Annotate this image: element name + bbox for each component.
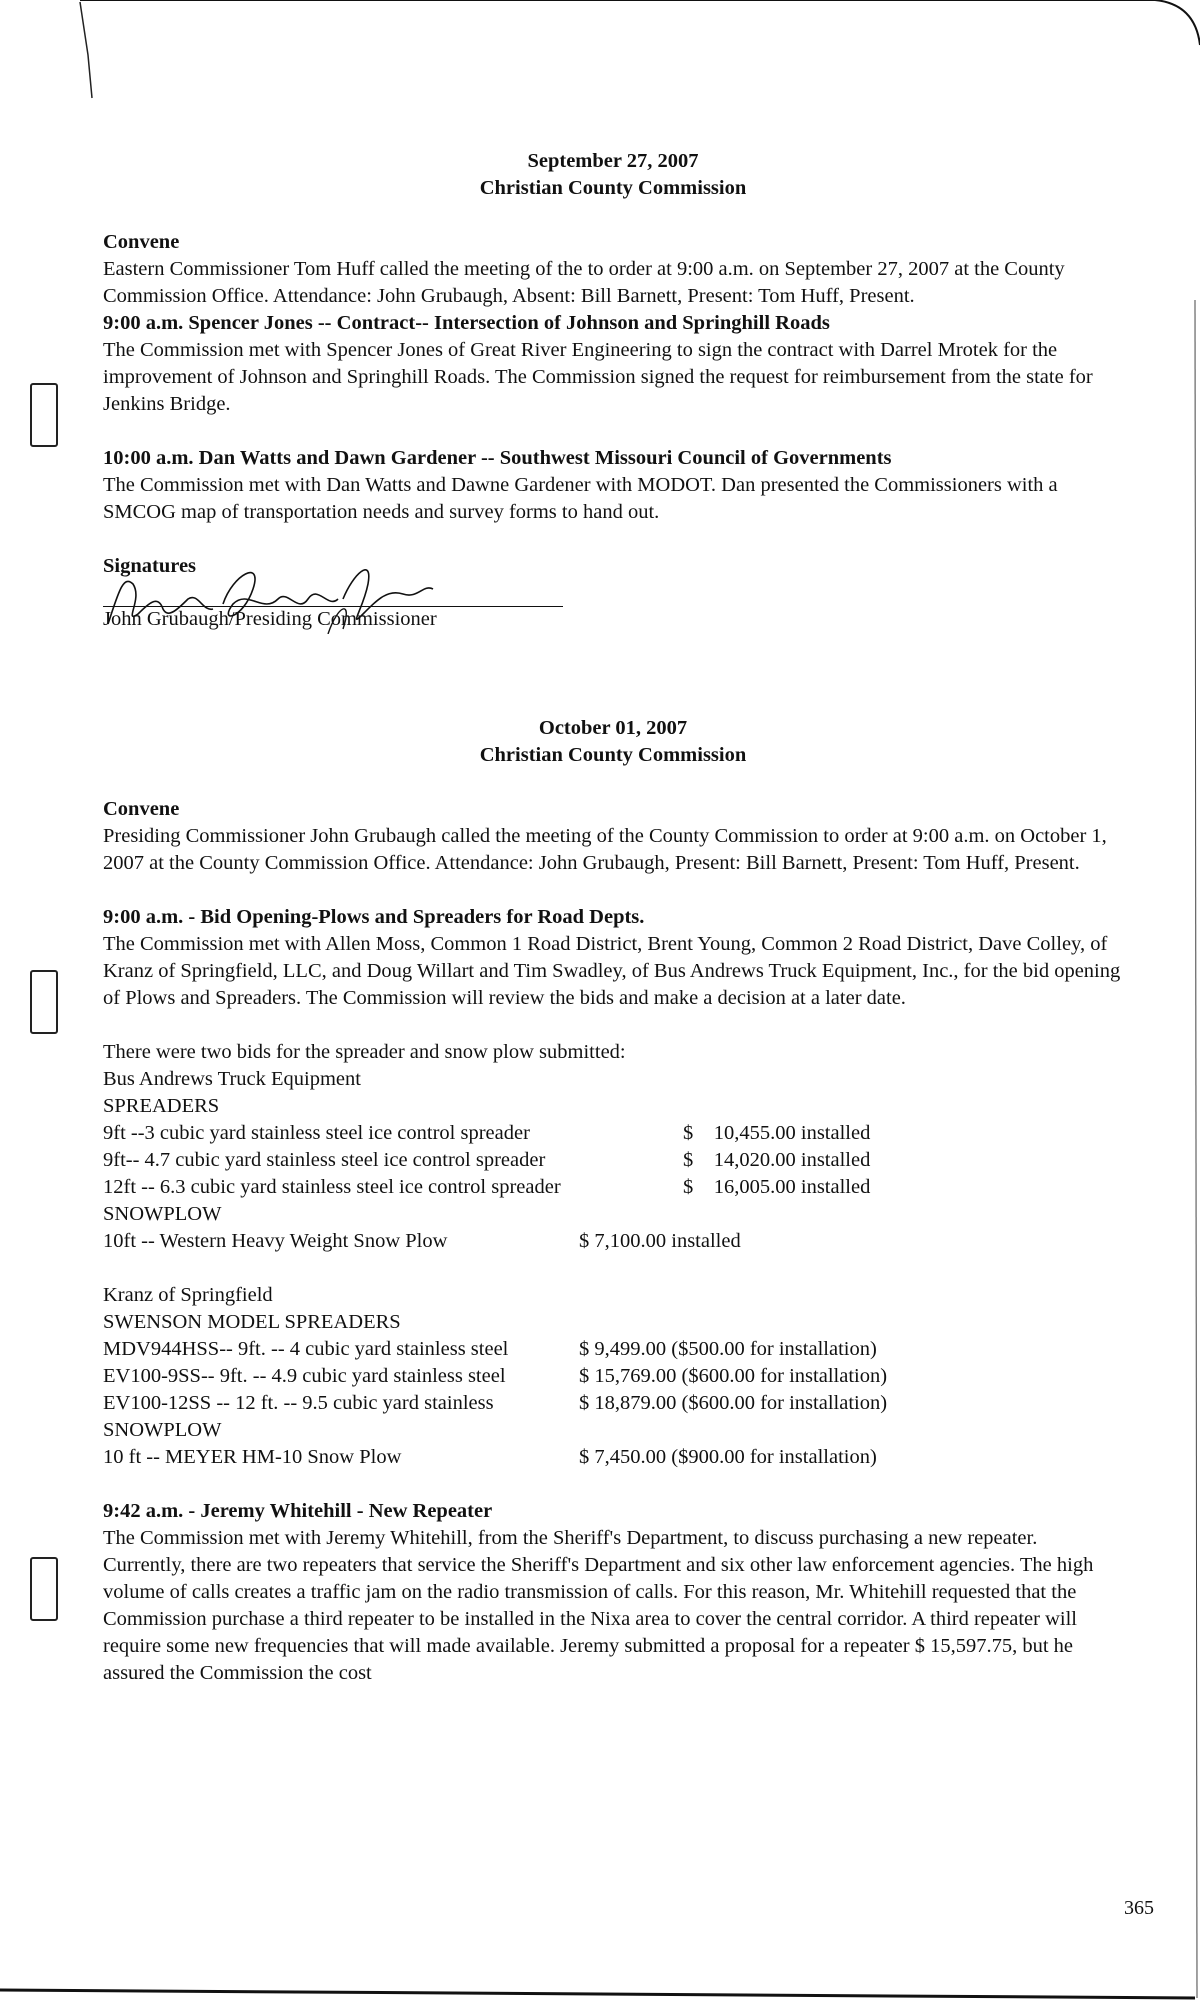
bid-section-heading: SNOWPLOW	[103, 1419, 222, 1441]
vendor-name: Bus Andrews Truck Equipment	[103, 1068, 361, 1090]
bid-line	[103, 1363, 1123, 1390]
meeting-oct-01	[103, 715, 1123, 1687]
convene-text: Presiding Commissioner John Grubaugh called the meeting of the County Commission to order at 9:00 a.m. on October 1, 2007 at the County Commission Office. Attendance: John Grubaugh, Present: Bill Barnett, Present: Tom Huff, Present.	[103, 825, 1107, 874]
bid-line	[103, 1174, 1123, 1201]
bid-item-desc: 10 ft -- MEYER HM-10 Snow Plow	[103, 1446, 402, 1468]
bid-item-desc: EV100-12SS -- 12 ft. -- 9.5 cubic yard stainless	[103, 1392, 494, 1414]
meeting-body-name: Christian County Commission	[479, 744, 747, 766]
bid-vendor-kranz	[103, 1282, 1123, 1471]
bid-item-price: $ 16,005.00 installed	[683, 1176, 871, 1198]
bid-section-heading: SWENSON MODEL SPREADERS	[103, 1311, 401, 1333]
bid-item-desc: 9ft --3 cubic yard stainless steel ice control spreader	[103, 1122, 530, 1144]
bid-line	[103, 1444, 1123, 1471]
bid-item-price: $ 7,450.00 ($900.00 for installation)	[579, 1446, 877, 1468]
agenda-item-text: The Commission met with Dan Watts and Dawne Gardener with MODOT. Dan presented the Commissioners with a SMCOG map of transportation needs and survey forms to hand out.	[103, 474, 1058, 523]
convene-heading: Convene	[103, 231, 180, 253]
bid-item-price: $ 14,020.00 installed	[683, 1149, 871, 1171]
bid-line	[103, 1120, 1123, 1147]
meeting-sep-27	[103, 148, 1123, 634]
agenda-item-text: The Commission met with Jeremy Whitehill, from the Sheriff's Department, to discuss purchasing a new repeater. Currently, there are two repeaters that service the Sheriff's Department and six other law enforcement agencies. The high volume of calls creates a traffic jam on the radio transmission of calls. For this reason, Mr. Whitehill requested that the Commission purchase a third repeater to be installed in the Nixa area to cover the central corridor. A third repeater will require some new frequencies that will made available. Jeremy submitted a proposal for a repeater $ 15,597.75, but he assured the Commission the cost	[103, 1527, 1094, 1684]
bids-intro: There were two bids for the spreader and snow plow submitted:	[103, 1041, 626, 1063]
bid-line	[103, 1228, 1123, 1255]
convene-text: Eastern Commissioner Tom Huff called the meeting of the to order at 9:00 a.m. on September 27, 2007 at the County Commission Office. Attendance: John Grubaugh, Absent: Bill Barnett, Present: Tom Huff, Present.	[103, 258, 1065, 307]
bid-item-price: $ 18,879.00 ($600.00 for installation)	[579, 1392, 888, 1414]
bid-item-price: $ 9,499.00 ($500.00 for installation)	[579, 1338, 877, 1360]
agenda-item-text: The Commission met with Spencer Jones of Great River Engineering to sign the contract with Darrel Mrotek for the improvement of Johnson and Springhill Roads. The Commission signed the request for reimbursement from the state for Jenkins Bridge.	[103, 339, 1093, 415]
agenda-item-heading: 9:00 a.m. Spencer Jones -- Contract-- Intersection of Johnson and Springhill Roads	[103, 312, 830, 334]
bid-item-desc: 9ft-- 4.7 cubic yard stainless steel ice control spreader	[103, 1149, 546, 1171]
bid-item-desc: MDV944HSS-- 9ft. -- 4 cubic yard stainless steel	[103, 1338, 509, 1360]
bid-item-price: $ 10,455.00 installed	[683, 1122, 871, 1144]
agenda-item-heading: 10:00 a.m. Dan Watts and Dawn Gardener -- Southwest Missouri Council of Governments	[103, 447, 892, 469]
meeting-body-name: Christian County Commission	[479, 177, 747, 199]
bid-line	[103, 1336, 1123, 1363]
bid-item-price: $ 15,769.00 ($600.00 for installation)	[579, 1365, 888, 1387]
agenda-item-heading: 9:42 a.m. - Jeremy Whitehill - New Repeater	[103, 1500, 493, 1522]
meeting-date: September 27, 2007	[527, 150, 699, 172]
binder-hole-marker	[30, 383, 58, 447]
signatures-heading: Signatures	[103, 555, 197, 577]
bid-section-heading: SPREADERS	[103, 1095, 220, 1117]
bid-line	[103, 1147, 1123, 1174]
bid-item-desc: 10ft -- Western Heavy Weight Snow Plow	[103, 1230, 448, 1252]
minutes-content	[103, 148, 1123, 1687]
signature-block	[103, 580, 563, 634]
bid-item-desc: 12ft -- 6.3 cubic yard stainless steel ice control spreader	[103, 1176, 561, 1198]
agenda-item-heading: 9:00 a.m. - Bid Opening-Plows and Spreaders for Road Depts.	[103, 906, 645, 928]
page-number: 365	[1124, 1897, 1154, 1919]
bid-line	[103, 1390, 1123, 1417]
bid-vendor-bus-andrews	[103, 1066, 1123, 1255]
meeting-date: October 01, 2007	[538, 717, 688, 739]
agenda-item-text: The Commission met with Allen Moss, Common 1 Road District, Brent Young, Common 2 Road District, Dave Colley, of Kranz of Springfield, LLC, and Doug Willart and Tim Swadley, of Bus Andrews Truck Equipment, Inc., for the bid opening of Plows and Spreaders. The Commission will review the bids and make a decision at a later date.	[103, 933, 1121, 1009]
vendor-name: Kranz of Springfield	[103, 1284, 273, 1306]
binder-hole-marker	[30, 1557, 58, 1621]
bid-item-desc: EV100-9SS-- 9ft. -- 4.9 cubic yard stainless steel	[103, 1365, 506, 1387]
signature-caption: John Grubaugh/Presiding Commissioner	[103, 608, 437, 630]
bid-section-heading: SNOWPLOW	[103, 1203, 222, 1225]
binder-hole-marker	[30, 970, 58, 1034]
convene-heading: Convene	[103, 798, 180, 820]
bid-item-price: $ 7,100.00 installed	[579, 1230, 741, 1252]
